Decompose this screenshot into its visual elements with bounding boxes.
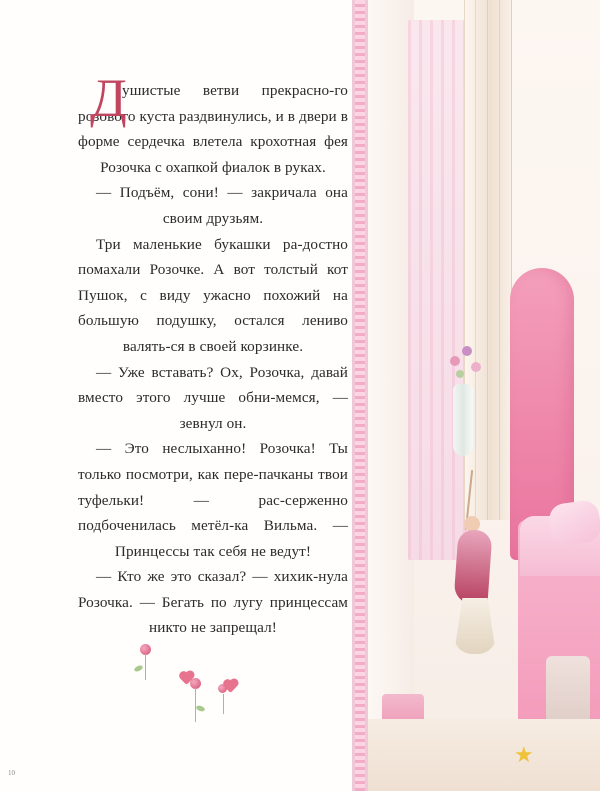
flower-icon bbox=[450, 356, 460, 366]
broom-bristles bbox=[454, 598, 496, 654]
stripe-edge-left bbox=[352, 0, 355, 791]
leaf-icon bbox=[456, 370, 464, 378]
floor bbox=[368, 719, 600, 791]
bug-stem bbox=[145, 654, 146, 680]
paragraph-4: — Уже вставать? Ох, Розочка, давай вместо этого лучше обни‑мемся, — зевнул он. bbox=[78, 363, 348, 432]
bug-leaf bbox=[195, 705, 205, 713]
decorative-bug-2 bbox=[190, 678, 201, 689]
bug-stem bbox=[223, 694, 224, 714]
flower-vase bbox=[453, 384, 473, 456]
decorative-bug-1 bbox=[140, 644, 151, 655]
decorative-bug-3 bbox=[218, 684, 227, 693]
decorative-stripe bbox=[352, 0, 368, 791]
paragraph-2: — Подъём, сони! — закричала она своим друзьям. bbox=[96, 184, 348, 227]
flower-icon bbox=[471, 362, 481, 372]
pillow bbox=[547, 499, 600, 548]
paragraph-5: — Это неслыханно! Розочка! Ты только посмотри, как пере‑пачканы твои туфельки! — рас‑серженно подбоченилась метёл‑ка Вильма. — Принцессы так себя не ведут! bbox=[78, 440, 348, 560]
drop-cap: Д bbox=[90, 68, 127, 128]
story-text-column bbox=[78, 68, 348, 638]
curtain-fold bbox=[487, 0, 488, 520]
curtain-fold bbox=[475, 0, 476, 520]
bug-leaf bbox=[133, 664, 143, 672]
story-body bbox=[78, 68, 348, 641]
paragraph-3: Три маленькие букашки ра‑достно помахали Розочке. А вот толстый кот Пушок, с виду ужасно похожий на большую подушку, остался лениво валять‑ся в своей корзинке. bbox=[78, 235, 348, 355]
curtain-fold bbox=[499, 0, 500, 520]
paragraph-1-text: ушистые ветви прекрасно‑го розового куста раздвинулись, и в двери в форме сердечка влетела крохотная фея Розочка с охапкой фиалок в руках. bbox=[78, 82, 348, 176]
paragraph-1 bbox=[78, 68, 348, 180]
broom-fairy-body bbox=[453, 529, 492, 605]
flower-icon bbox=[462, 346, 472, 356]
paragraph-6: — Кто же это сказал? — хихик‑нула Розочка. — Бегать по лугу принцессам никто не запрещал! bbox=[78, 568, 348, 637]
page-number: 10 bbox=[8, 769, 15, 777]
illustration-bedroom-scene bbox=[368, 0, 600, 791]
